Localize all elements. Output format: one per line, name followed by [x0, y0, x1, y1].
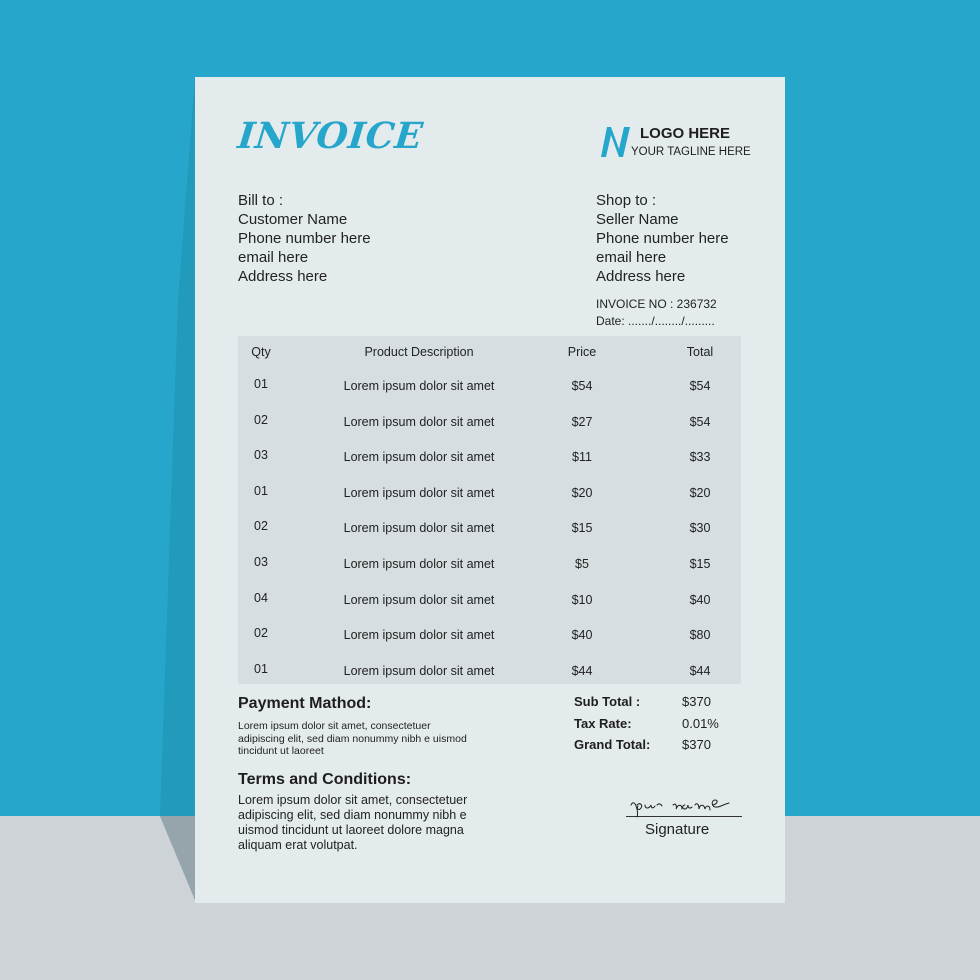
cell-price: $27 — [571, 414, 593, 429]
cell-description: Lorem ipsum dolor sit amet — [343, 485, 495, 500]
items-table — [238, 336, 741, 684]
terms-title: Terms and Conditions: — [238, 771, 412, 788]
cell-total: $15 — [689, 557, 711, 571]
cell-total: $40 — [689, 592, 711, 607]
invoice-paper — [195, 77, 785, 903]
cell-qty: 04 — [254, 590, 268, 605]
cell-qty: 02 — [254, 412, 268, 427]
col-header-qty: Qty — [251, 345, 271, 359]
cell-price: $11 — [572, 450, 592, 465]
cell-qty: 01 — [254, 377, 268, 391]
cell-price: $44 — [571, 663, 593, 678]
summary-value: 0.01% — [682, 715, 719, 731]
summary-value: $370 — [682, 694, 711, 709]
cell-description: Lorem ipsum dolor sit amet — [343, 628, 495, 643]
cell-qty: 02 — [254, 519, 268, 534]
invoice-number: INVOICE NO : 236732 — [596, 297, 717, 311]
cell-qty: 01 — [254, 661, 268, 676]
cell-total: $44 — [689, 663, 711, 678]
cell-total: $30 — [689, 521, 711, 536]
shop-to-line: Seller Name — [596, 211, 679, 228]
cell-description: Lorem ipsum dolor sit amet — [343, 379, 495, 393]
signature-label: Signature — [645, 821, 710, 838]
shop-to-block — [596, 191, 729, 286]
cell-qty: 01 — [254, 483, 268, 498]
bill-to-heading: Bill to : — [238, 192, 284, 209]
signature-line — [626, 816, 742, 817]
bill-to-line: Address here — [238, 268, 328, 285]
invoice-meta — [596, 296, 717, 330]
col-header-description: Product Description — [364, 345, 474, 359]
shop-to-line: Address here — [596, 268, 686, 285]
summary-value: $370 — [682, 737, 711, 752]
bill-to-line: email here — [238, 249, 309, 266]
shop-to-line: Phone number here — [596, 230, 729, 247]
cell-description: Lorem ipsum dolor sit amet — [343, 414, 495, 429]
terms-text: Lorem ipsum dolor sit amet, consectetuer adipiscing elit, sed diam nonummy nibh e uismod tincidunt ut laoreet dolore magna aliquam erat volutpat. — [238, 793, 468, 852]
shop-to-line: email here — [596, 249, 667, 266]
logo-n-icon — [597, 121, 633, 161]
col-header-total: Total — [686, 345, 714, 359]
cell-description: Lorem ipsum dolor sit amet — [343, 521, 495, 536]
cell-total: $33 — [689, 450, 711, 465]
bill-to-line: Phone number here — [238, 230, 371, 247]
cell-total: $54 — [689, 414, 711, 429]
shop-to-heading: Shop to : — [596, 192, 657, 209]
logo-name: LOGO HERE — [640, 125, 731, 142]
col-header-price: Price — [567, 345, 597, 359]
summary-label: Sub Total : — [574, 694, 641, 709]
invoice-date: Date: ......./......../......... — [596, 314, 715, 328]
logo-tagline: YOUR TAGLINE HERE — [631, 146, 751, 158]
summary-label: Tax Rate: — [574, 715, 632, 731]
cell-price: $40 — [571, 628, 593, 643]
summary-label: Grand Total: — [574, 737, 651, 752]
invoice-title: INVOICE — [235, 115, 426, 157]
cell-price: $20 — [571, 485, 593, 500]
cell-price: $15 — [571, 521, 593, 536]
cell-qty: 03 — [254, 555, 268, 569]
cell-description: Lorem ipsum dolor sit amet — [343, 663, 495, 678]
cell-total: $20 — [689, 485, 711, 500]
bill-to-block — [238, 191, 371, 286]
bill-to-line: Customer Name — [238, 211, 348, 228]
cell-description: Lorem ipsum dolor sit amet — [343, 450, 495, 465]
cell-price: $54 — [571, 379, 593, 393]
cell-price: $5 — [575, 557, 589, 571]
cell-description: Lorem ipsum dolor sit amet — [343, 557, 495, 571]
cell-description: Lorem ipsum dolor sit amet — [343, 592, 495, 607]
cell-price: $10 — [571, 592, 593, 607]
cell-qty: 03 — [254, 448, 268, 463]
cell-total: $54 — [689, 379, 711, 393]
handwritten-signature — [625, 783, 745, 823]
cell-qty: 02 — [254, 626, 268, 641]
payment-method-title: Payment Mathod: — [238, 695, 372, 712]
cell-total: $80 — [689, 628, 711, 643]
payment-method-text: Lorem ipsum dolor sit amet, consectetuer adipiscing elit, sed diam nonummy nibh e uismod tincidunt ut laoreet — [238, 720, 467, 757]
